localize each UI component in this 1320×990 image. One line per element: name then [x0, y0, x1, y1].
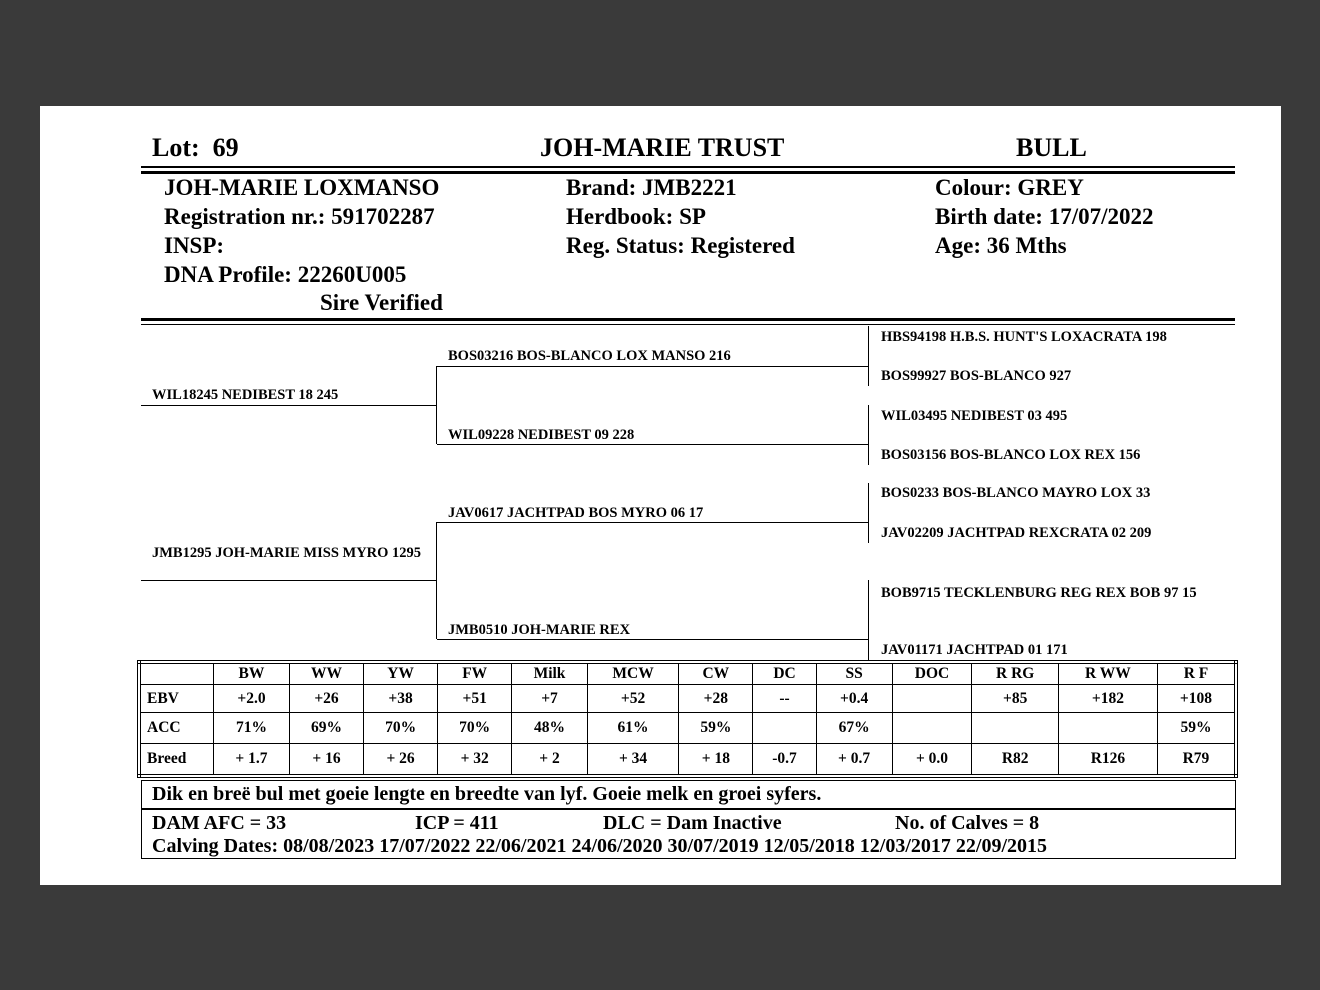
ebv-row [139, 685, 1236, 713]
ebv-cell: +108 [1157, 685, 1236, 713]
ebv-header-row [139, 662, 1236, 685]
pedigree-dam-sire: JAV0617 JACHTPAD BOS MYRO 06 17 [448, 505, 704, 521]
header-rule-bottom [141, 171, 1235, 174]
number-of-calves: No. of Calves = 8 [895, 812, 1040, 834]
lot-label [152, 133, 239, 163]
sire-line [141, 405, 437, 406]
ebv-header-cell: SS [816, 662, 892, 685]
breed-cell: + 26 [364, 744, 438, 777]
pedigree-ggp-6: JAV02209 JACHTPAD REXCRATA 02 209 [881, 525, 1152, 541]
ebv-cell: +28 [679, 685, 753, 713]
dam-bracket [436, 522, 437, 639]
breed-cell: + 2 [512, 744, 588, 777]
breed-cell: R126 [1058, 744, 1157, 777]
dlc: DLC = Dam Inactive [603, 812, 782, 834]
breed-cell: R82 [972, 744, 1058, 777]
ebv-header-cell: R RG [972, 662, 1058, 685]
acc-cell: 59% [1157, 713, 1236, 744]
breed-cell: + 0.0 [892, 744, 972, 777]
lot-number: 69 [212, 133, 239, 162]
dam-dam-line [437, 639, 869, 640]
comment-box [141, 780, 1236, 810]
sd-bracket [868, 405, 869, 465]
ebv-header-cell: R F [1157, 662, 1236, 685]
ebv-cell: +2.0 [214, 685, 290, 713]
acc-cell: 70% [438, 713, 512, 744]
insp-field: INSP: [164, 233, 225, 258]
acc-cell: 67% [816, 713, 892, 744]
colour: Colour: GREY [935, 175, 1084, 200]
ebv-cell: +26 [289, 685, 363, 713]
breed-row-label: Breed [139, 744, 214, 777]
acc-cell: 71% [214, 713, 290, 744]
pedigree-ggp-3: WIL03495 NEDIBEST 03 495 [881, 408, 1068, 424]
dam-line [141, 580, 437, 581]
sire-dam-line [437, 444, 869, 445]
acc-row-label: ACC [139, 713, 214, 744]
acc-cell: 59% [679, 713, 753, 744]
sire-verified: Sire Verified [320, 290, 443, 315]
ebv-header-cell: MCW [587, 662, 679, 685]
dam-info-box [141, 808, 1236, 859]
breed-cell: R79 [1157, 744, 1236, 777]
reg-status: Reg. Status: Registered [566, 233, 795, 258]
ds-bracket [868, 483, 869, 543]
ebv-cell: +7 [512, 685, 588, 713]
acc-cell: 48% [512, 713, 588, 744]
breed-cell: -0.7 [753, 744, 816, 777]
breed-row [139, 744, 1236, 777]
ebv-header-cell: Milk [512, 662, 588, 685]
dd-bracket [868, 580, 869, 660]
herdbook: Herdbook: SP [566, 204, 706, 229]
breed-cell: + 16 [289, 744, 363, 777]
acc-cell [892, 713, 972, 744]
birth-date: Birth date: 17/07/2022 [935, 204, 1154, 229]
info-rule-top [141, 318, 1235, 321]
dna-profile: DNA Profile: 22260U005 [164, 262, 407, 287]
acc-cell [753, 713, 816, 744]
sire-sire-line [437, 366, 869, 367]
animal-name: JOH-MARIE LOXMANSO [164, 175, 440, 200]
pedigree-ggp-8: JAV01171 JACHTPAD 01 171 [881, 642, 1068, 658]
lot-label-text: Lot: [152, 133, 200, 162]
ebv-header-cell: DOC [892, 662, 972, 685]
registration-number: Registration nr.: 591702287 [164, 204, 435, 229]
ebv-cell: +52 [587, 685, 679, 713]
ebv-header-cell: DC [753, 662, 816, 685]
ebv-header-cell: WW [289, 662, 363, 685]
pedigree-sire: WIL18245 NEDIBEST 18 245 [152, 387, 339, 403]
ebv-cell: +51 [438, 685, 512, 713]
icp: ICP = 411 [415, 812, 499, 834]
breed-cell: + 0.7 [816, 744, 892, 777]
acc-cell: 61% [587, 713, 679, 744]
ebv-cell: +182 [1058, 685, 1157, 713]
pedigree-ggp-2: BOS99927 BOS-BLANCO 927 [881, 368, 1072, 384]
ebv-header-cell: R WW [1058, 662, 1157, 685]
ebv-header-cell: YW [364, 662, 438, 685]
dam-afc: DAM AFC = 33 [152, 812, 287, 834]
breed-cell: + 32 [438, 744, 512, 777]
pedigree-sire-sire: BOS03216 BOS-BLANCO LOX MANSO 216 [448, 348, 731, 364]
owner-name: JOH-MARIE TRUST [540, 133, 785, 162]
pedigree-dam: JMB1295 JOH-MARIE MISS MYRO 1295 [152, 545, 422, 561]
ebv-row-label: EBV [139, 685, 214, 713]
pedigree-ggp-1: HBS94198 H.B.S. HUNT'S LOXACRATA 198 [881, 329, 1167, 345]
ebv-cell: +38 [364, 685, 438, 713]
pedigree-ggp-4: BOS03156 BOS-BLANCO LOX REX 156 [881, 447, 1141, 463]
pedigree-ggp-7: BOB9715 TECKLENBURG REG REX BOB 97 15 [881, 585, 1197, 601]
comment-text: Dik en breë bul met goeie lengte en breedte van lyf. Goeie melk en groei syfers. [152, 783, 822, 805]
dam-sire-line [437, 522, 869, 523]
acc-cell [1058, 713, 1157, 744]
pedigree-ggp-5: BOS0233 BOS-BLANCO MAYRO LOX 33 [881, 485, 1151, 501]
ebv-header-cell: CW [679, 662, 753, 685]
ebv-header-cell: BW [214, 662, 290, 685]
acc-row [139, 713, 1236, 744]
acc-cell [972, 713, 1058, 744]
ebv-cell: +85 [972, 685, 1058, 713]
ebv-table [137, 660, 1238, 778]
sire-bracket [436, 366, 437, 444]
sex-label: BULL [1016, 133, 1087, 162]
breed-cell: + 1.7 [214, 744, 290, 777]
info-rule-bottom [141, 324, 1235, 325]
acc-cell: 70% [364, 713, 438, 744]
ss-bracket [868, 326, 869, 386]
acc-cell: 69% [289, 713, 363, 744]
breed-cell: + 34 [587, 744, 679, 777]
pedigree-sire-dam: WIL09228 NEDIBEST 09 228 [448, 427, 635, 443]
ebv-header-cell: FW [438, 662, 512, 685]
calving-dates: Calving Dates: 08/08/2023 17/07/2022 22/06/2021 24/06/2020 30/07/2019 12/05/2018 12/03/2017 22/09/2015 [152, 835, 1048, 857]
brand: Brand: JMB2221 [566, 175, 737, 200]
ebv-header-cell [139, 662, 214, 685]
age: Age: 36 Mths [935, 233, 1067, 258]
ebv-cell: -- [753, 685, 816, 713]
header-rule-top [141, 166, 1235, 168]
breed-cell: + 18 [679, 744, 753, 777]
ebv-cell [892, 685, 972, 713]
pedigree-dam-dam: JMB0510 JOH-MARIE REX [448, 622, 631, 638]
ebv-cell: +0.4 [816, 685, 892, 713]
